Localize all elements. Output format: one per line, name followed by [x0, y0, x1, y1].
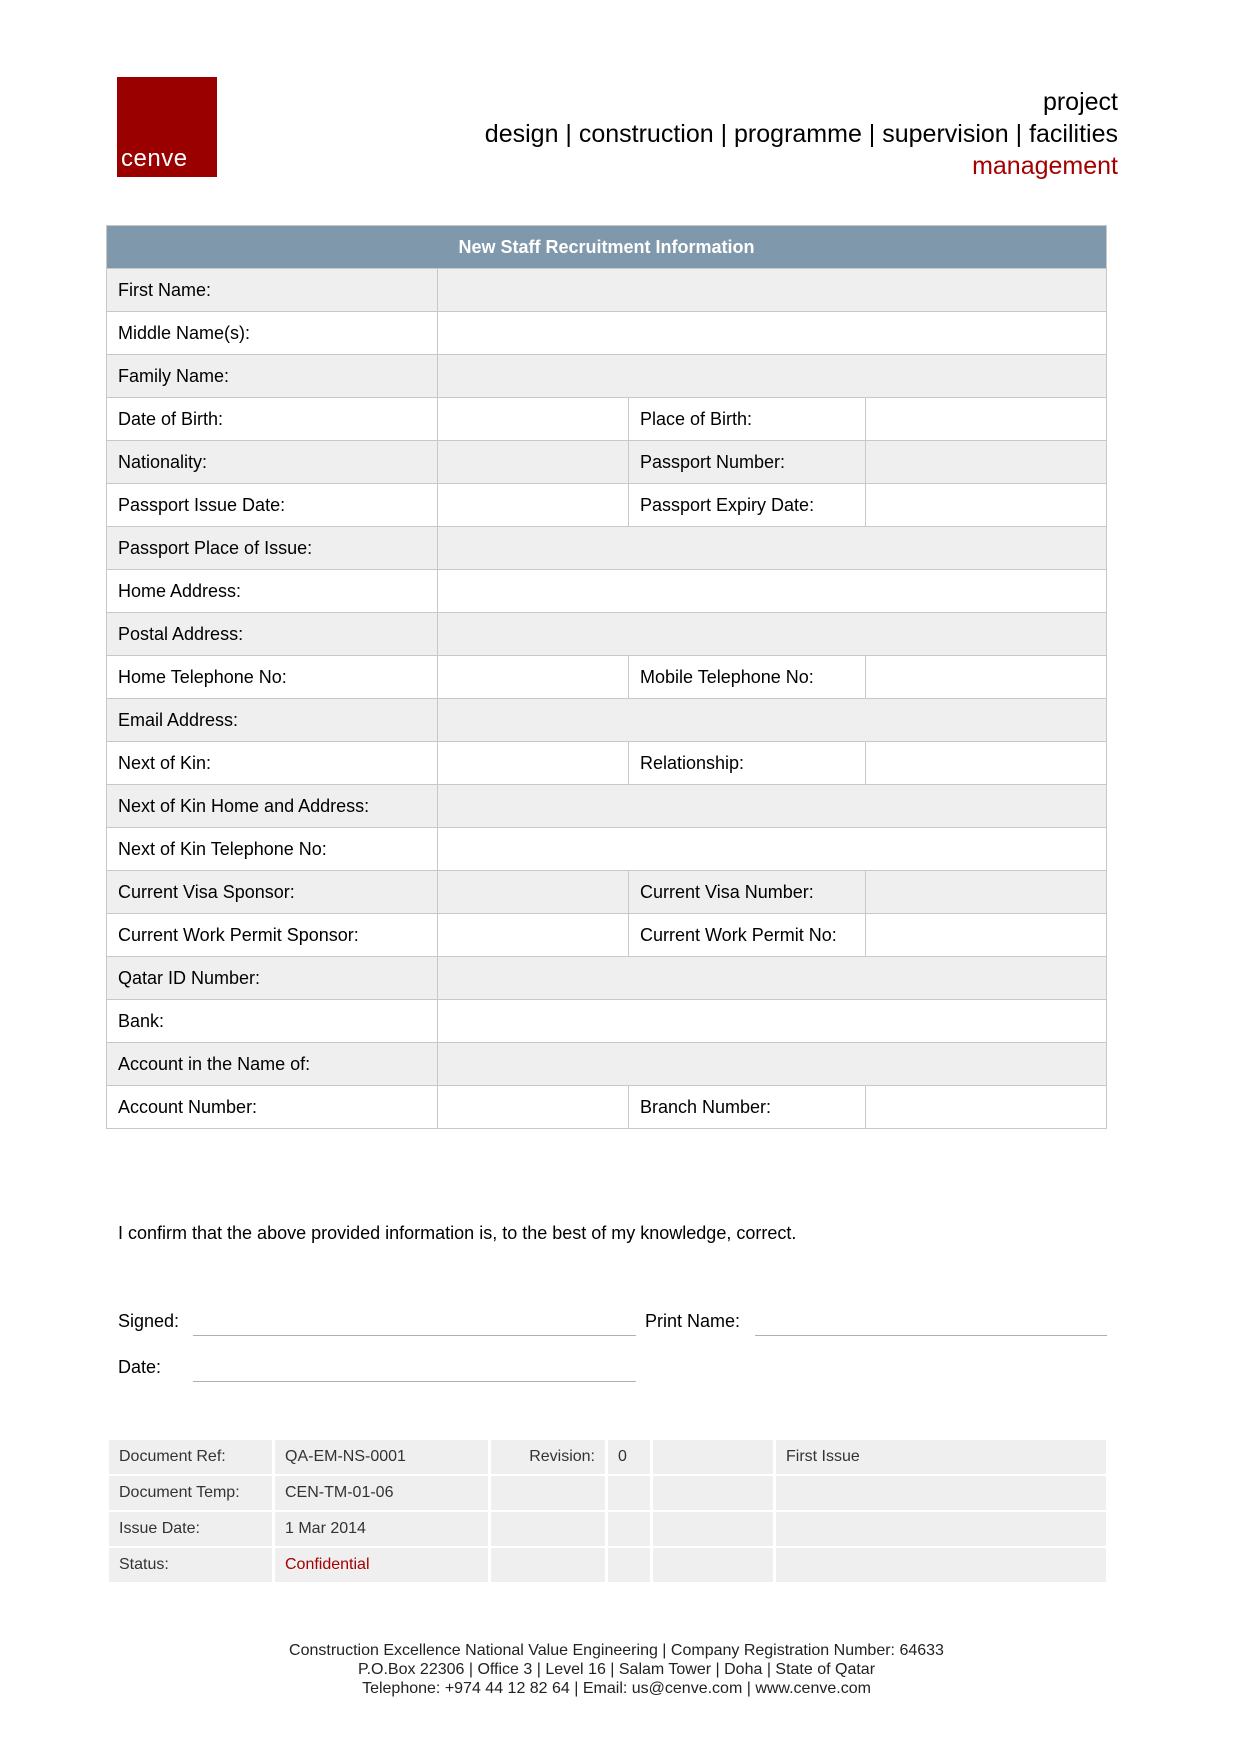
logo-text: cenve — [121, 145, 188, 172]
status-label: Status: — [109, 1548, 272, 1582]
form-row — [107, 1086, 1107, 1129]
empty-cell — [776, 1476, 1106, 1510]
form-row — [107, 871, 1107, 914]
first-name-label: First Name: — [107, 269, 438, 312]
home-telephone-label: Home Telephone No: — [107, 656, 438, 699]
print-name-line[interactable] — [755, 1335, 1107, 1336]
date-label: Date: — [118, 1357, 162, 1377]
revision-value: 0 — [608, 1440, 650, 1474]
tagline-line-1: project — [1042, 88, 1118, 116]
passport-place-of-issue-field[interactable] — [438, 527, 1107, 570]
form-row — [107, 269, 1107, 312]
empty-cell — [776, 1548, 1106, 1582]
nationality-label: Nationality: — [107, 441, 438, 484]
postal-address-label: Postal Address: — [107, 613, 438, 656]
current-visa-number-label: Current Visa Number: — [629, 871, 866, 914]
next-of-kin-telephone-field[interactable] — [438, 828, 1107, 871]
form-title: New Staff Recruitment Information — [107, 226, 1107, 269]
empty-cell — [608, 1548, 650, 1582]
current-visa-sponsor-label: Current Visa Sponsor: — [107, 871, 438, 914]
middle-names-label: Middle Name(s): — [107, 312, 438, 355]
document-info-row — [109, 1476, 1106, 1510]
place-of-birth-field[interactable] — [866, 398, 1107, 441]
current-work-permit-sponsor-label: Current Work Permit Sponsor: — [107, 914, 438, 957]
form-row — [107, 656, 1107, 699]
current-work-permit-no-field[interactable] — [866, 914, 1107, 957]
empty-cell — [653, 1512, 773, 1546]
account-number-label: Account Number: — [107, 1086, 438, 1129]
document-temp-value: CEN-TM-01-06 — [275, 1476, 488, 1510]
form-row — [107, 699, 1107, 742]
branch-number-field[interactable] — [866, 1086, 1107, 1129]
document-info-row — [109, 1548, 1106, 1582]
next-of-kin-label: Next of Kin: — [107, 742, 438, 785]
date-line[interactable] — [193, 1381, 636, 1382]
current-visa-sponsor-field[interactable] — [438, 871, 629, 914]
nationality-field[interactable] — [438, 441, 629, 484]
date-of-birth-label: Date of Birth: — [107, 398, 438, 441]
postal-address-field[interactable] — [438, 613, 1107, 656]
revision-label: Revision: — [491, 1440, 605, 1474]
current-work-permit-sponsor-field[interactable] — [438, 914, 629, 957]
form-row — [107, 828, 1107, 871]
account-name-field[interactable] — [438, 1043, 1107, 1086]
empty-cell — [491, 1548, 605, 1582]
middle-names-field[interactable] — [438, 312, 1107, 355]
relationship-label: Relationship: — [629, 742, 866, 785]
status-value: Confidential — [275, 1548, 488, 1582]
empty-cell — [608, 1476, 650, 1510]
family-name-field[interactable] — [438, 355, 1107, 398]
company-tagline — [485, 86, 1118, 182]
tagline-line-3: management — [972, 152, 1118, 180]
passport-place-of-issue-label: Passport Place of Issue: — [107, 527, 438, 570]
bank-field[interactable] — [438, 1000, 1107, 1043]
revision-note: First Issue — [776, 1440, 1106, 1474]
document-info-row — [109, 1512, 1106, 1546]
passport-expiry-date-label: Passport Expiry Date: — [629, 484, 866, 527]
account-number-field[interactable] — [438, 1086, 629, 1129]
passport-expiry-date-field[interactable] — [866, 484, 1107, 527]
document-info-table — [106, 1438, 1109, 1584]
relationship-field[interactable] — [866, 742, 1107, 785]
issue-date-value: 1 Mar 2014 — [275, 1512, 488, 1546]
home-telephone-field[interactable] — [438, 656, 629, 699]
passport-issue-date-label: Passport Issue Date: — [107, 484, 438, 527]
tagline-line-2: design | construction | programme | supervision | facilities — [484, 120, 1118, 148]
form-header-row — [107, 226, 1107, 269]
date-of-birth-field[interactable] — [438, 398, 629, 441]
form-row — [107, 484, 1107, 527]
issue-date-label: Issue Date: — [109, 1512, 272, 1546]
place-of-birth-label: Place of Birth: — [629, 398, 866, 441]
confirmation-statement: I confirm that the above provided information is, to the best of my knowledge, correct. — [118, 1223, 797, 1243]
empty-cell — [491, 1476, 605, 1510]
qatar-id-number-label: Qatar ID Number: — [107, 957, 438, 1000]
document-info-row — [109, 1440, 1106, 1474]
form-row — [107, 785, 1107, 828]
form-row — [107, 527, 1107, 570]
signed-label: Signed: — [118, 1311, 180, 1331]
next-of-kin-telephone-label: Next of Kin Telephone No: — [107, 828, 438, 871]
qatar-id-number-field[interactable] — [438, 957, 1107, 1000]
footer-line-2: P.O.Box 22306 | Office 3 | Level 16 | Salam Tower | Doha | State of Qatar — [357, 1661, 876, 1678]
empty-cell — [776, 1512, 1106, 1546]
next-of-kin-home-address-field[interactable] — [438, 785, 1107, 828]
document-temp-label: Document Temp: — [109, 1476, 272, 1510]
passport-issue-date-field[interactable] — [438, 484, 629, 527]
form-row — [107, 613, 1107, 656]
email-address-label: Email Address: — [107, 699, 438, 742]
empty-cell — [491, 1512, 605, 1546]
signed-line[interactable] — [193, 1335, 636, 1336]
mobile-telephone-label: Mobile Telephone No: — [629, 656, 866, 699]
mobile-telephone-field[interactable] — [866, 656, 1107, 699]
document-ref-value: QA-EM-NS-0001 — [275, 1440, 488, 1474]
form-row — [107, 1000, 1107, 1043]
branch-number-label: Branch Number: — [629, 1086, 866, 1129]
home-address-field[interactable] — [438, 570, 1107, 613]
next-of-kin-field[interactable] — [438, 742, 629, 785]
email-address-field[interactable] — [438, 699, 1107, 742]
passport-number-field[interactable] — [866, 441, 1107, 484]
document-ref-label: Document Ref: — [109, 1440, 272, 1474]
empty-cell — [653, 1440, 773, 1474]
account-name-label: Account in the Name of: — [107, 1043, 438, 1086]
cenve-logo — [117, 77, 217, 177]
print-name-label: Print Name: — [645, 1311, 741, 1331]
form-row — [107, 914, 1107, 957]
passport-number-label: Passport Number: — [629, 441, 866, 484]
family-name-label: Family Name: — [107, 355, 438, 398]
recruitment-form-table — [106, 225, 1107, 1129]
first-name-field[interactable] — [438, 269, 1107, 312]
footer-line-1: Construction Excellence National Value Engineering | Company Registration Number: 64633 — [289, 1642, 944, 1659]
empty-cell — [653, 1548, 773, 1582]
next-of-kin-home-address-label: Next of Kin Home and Address: — [107, 785, 438, 828]
bank-label: Bank: — [107, 1000, 438, 1043]
current-visa-number-field[interactable] — [866, 871, 1107, 914]
current-work-permit-no-label: Current Work Permit No: — [629, 914, 866, 957]
form-row — [107, 398, 1107, 441]
empty-cell — [653, 1476, 773, 1510]
form-row — [107, 441, 1107, 484]
home-address-label: Home Address: — [107, 570, 438, 613]
empty-cell — [608, 1512, 650, 1546]
form-row — [107, 570, 1107, 613]
page-footer — [0, 1641, 1233, 1698]
form-row — [107, 355, 1107, 398]
form-row — [107, 957, 1107, 1000]
form-row — [107, 742, 1107, 785]
form-row — [107, 312, 1107, 355]
footer-line-3: Telephone: +974 44 12 82 64 | Email: us@cenve.com | www.cenve.com — [362, 1680, 871, 1697]
form-row — [107, 1043, 1107, 1086]
